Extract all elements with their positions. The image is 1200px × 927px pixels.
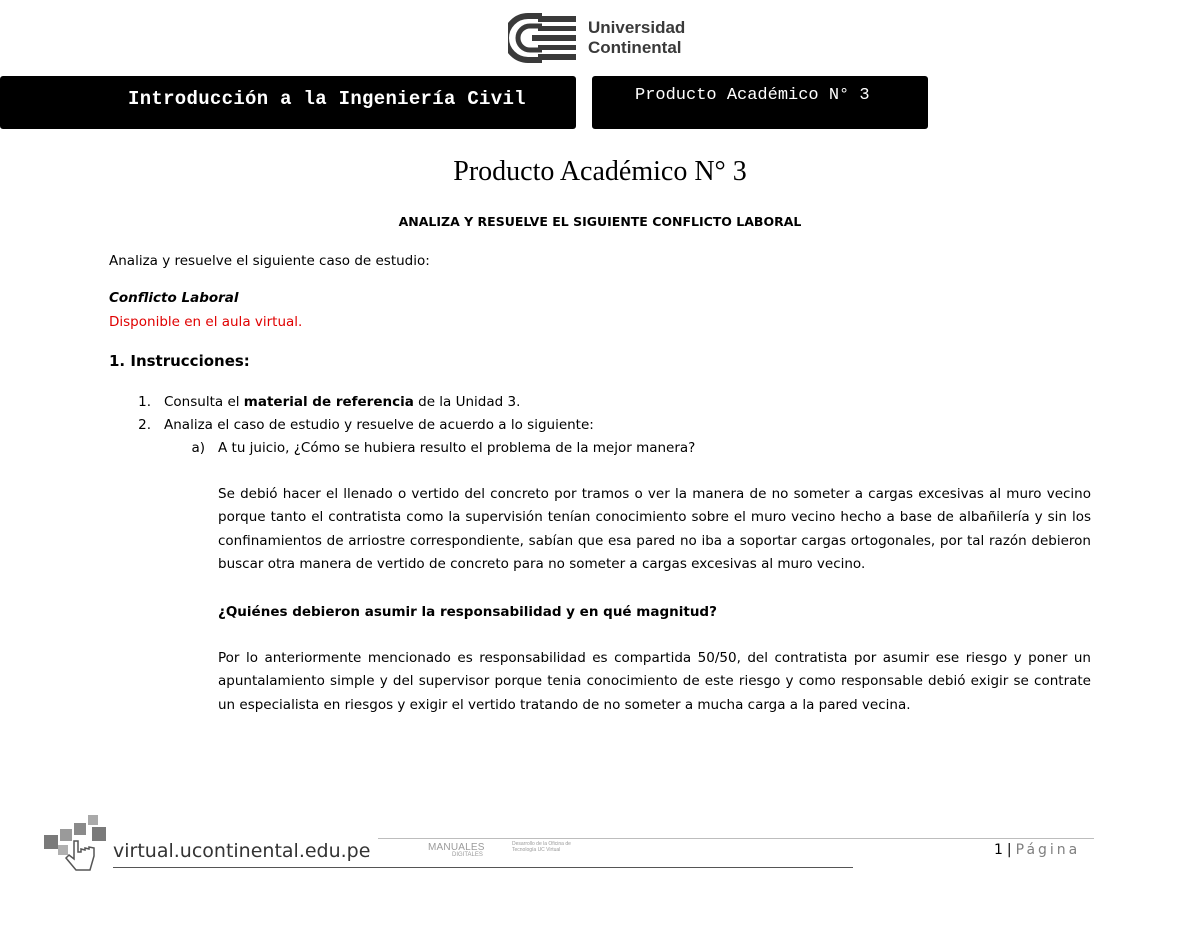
logo-line-2: Continental bbox=[588, 38, 682, 57]
footer-divider-top bbox=[378, 838, 1094, 839]
logo-wordmark bbox=[588, 18, 685, 58]
reference-material-emphasis: material de referencia bbox=[243, 394, 414, 410]
footer-url: virtual.ucontinental.edu.pe bbox=[113, 840, 371, 862]
course-banner bbox=[0, 76, 576, 129]
manuales-digitales-logo: MANUALES DIGITALES Desarrollo de la Oficina de Tecnología UC Virtual bbox=[428, 841, 571, 858]
section-heading: 1. Instrucciones: bbox=[109, 352, 250, 370]
page-number: 1 bbox=[994, 842, 1003, 858]
case-title: Conflicto Laboral bbox=[109, 290, 239, 306]
case-availability-note: Disponible en el aula virtual. bbox=[109, 314, 303, 330]
document-subtitle: ANALIZA Y RESUELVE EL SIGUIENTE CONFLICTO LABORAL bbox=[398, 214, 802, 229]
question-2: ¿Quiénes debieron asumir la responsabilidad y en qué magnitud? bbox=[218, 604, 717, 620]
footer-divider-bottom bbox=[113, 867, 853, 868]
page-word: Página bbox=[1015, 842, 1081, 858]
sub-list-letter: a) bbox=[191, 440, 205, 456]
page-separator: | bbox=[1006, 842, 1012, 858]
intro-text: Analiza y resuelve el siguiente caso de estudio: bbox=[109, 253, 430, 269]
list-number: 2. bbox=[138, 417, 151, 433]
answer-paragraph-2: Por lo anteriormente mencionado es responsabilidad es compartida 50/50, del contratista por asumir ese riesgo y poner un apuntalamiento simple y del supervisor porque tenia conocimiento de este riesgo y como responsable debió exigir se contrate un especialista en riesgos y exigir el vertido tratando de no someter a mucha carga a la pared vecina. bbox=[218, 650, 1091, 713]
page-indicator bbox=[994, 842, 1080, 858]
course-title: Introducción a la Ingeniería Civil bbox=[128, 88, 526, 110]
university-logo bbox=[508, 10, 698, 66]
pointer-hand-icon bbox=[44, 815, 110, 873]
list-text: Consulta el material de referencia de la Unidad 3. bbox=[164, 394, 521, 410]
sub-list-text: A tu juicio, ¿Cómo se hubiera resulto el problema de la mejor manera? bbox=[218, 440, 696, 456]
list-text: Analiza el caso de estudio y resuelve de acuerdo a lo siguiente: bbox=[164, 417, 594, 433]
uc-logo-icon bbox=[508, 12, 578, 64]
list-number: 1. bbox=[138, 394, 151, 410]
logo-line-1: Universidad bbox=[588, 18, 686, 37]
answer-paragraph-1: Se debió hacer el llenado o vertido del concreto por tramos o ver la manera de no someter a cargas excesivas al muro vecino porque tanto el contratista como la supervisión tenían conocimiento sobre el muro vecino hecho a base de albañilería y sin los confinamientos de arriostre correspondiente, sabían que esa pared no iba a soportar cargas ortogonales, por tal razón debieron buscar otra manera de vertido de concreto para no someter a cargas excesivas al muro vecino. bbox=[218, 486, 1091, 572]
document-title: Producto Académico N° 3 bbox=[453, 156, 747, 187]
product-banner bbox=[592, 76, 928, 129]
product-label: Producto Académico N° 3 bbox=[635, 86, 870, 105]
